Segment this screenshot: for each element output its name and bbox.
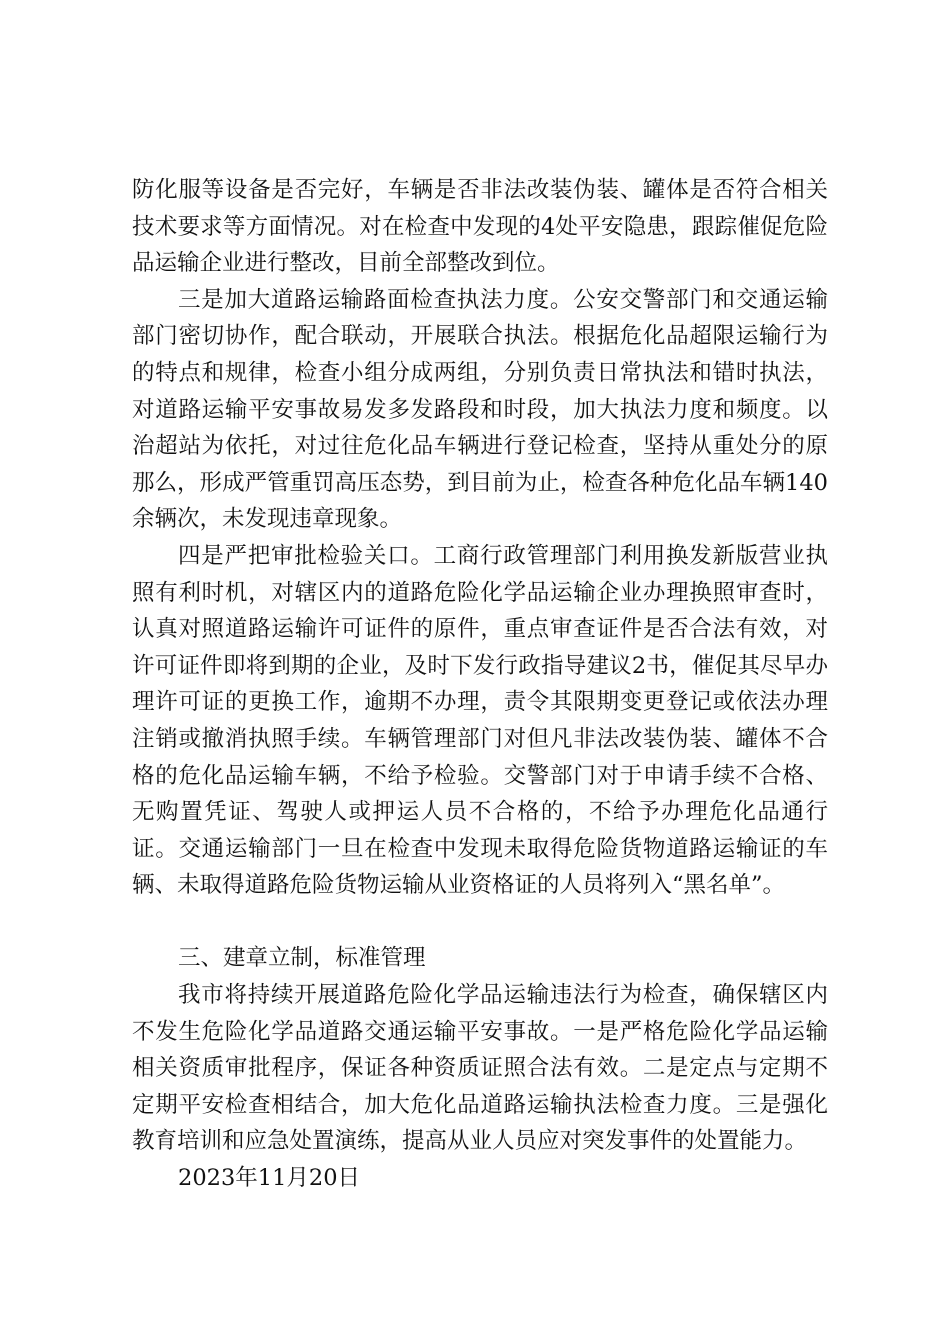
section-heading: 三、建章立制，标准管理 bbox=[178, 945, 426, 972]
document-date: 2023年11月20日 bbox=[178, 1165, 361, 1192]
paragraph-approval-inspection: 四是严把审批检验关口。工商行政管理部门利用换发新版营业执照有利时机，对辖区内的道路危险化学品运输企业办理换照审查时，认真对照道路运输许可证件的原件，重点审查证件是否合法有效，对许可证件即将到期的企业，及时下发行政指导建议2书，催促其尽早办理许可证的更换工作，逾期不办理，责令其限期变更登记或依法办理注销或撤消执照手续。车辆管理部门对但凡非法改装伪装、罐体不合格的危化品运输车辆，不给予检验。交警部门对于申请手续不合格、无购置凭证、驾驶人或押运人员不合格的，不给予办理危化品通行证。交通运输部门一旦在检查中发现未取得危险货物道路运输证的车辆、未取得道路危险货物运输从业资格证的人员将列入“黑名单”。 bbox=[132, 542, 828, 899]
paragraph-road-enforcement: 三是加大道路运输路面检查执法力度。公安交警部门和交通运输部门密切协作，配合联动，开展联合执法。根据危化品超限运输行为的特点和规律，检查小组分成两组，分别负责日常执法和错时执法，对道路运输平安事故易发多发路段和时段，加大执法力度和频度。以治超站为依托，对过往危化品车辆进行登记检查，坚持从重处分的原那么，形成严管重罚高压态势，到目前为止，检查各种危化品车辆140余辆次，未发现违章现象。 bbox=[132, 286, 828, 533]
document-body bbox=[132, 172, 828, 1197]
paragraph-section-body: 我市将持续开展道路危险化学品运输违法行为检查，确保辖区内不发生危险化学品道路交通运输平安事故。一是严格危险化学品运输相关资质审批程序，保证各种资质证照合法有效。二是定点与定期不定期平安检查相结合，加大危化品道路运输执法检查力度。三是强化教育培训和应急处置演练，提高从业人员应对突发事件的处置能力。 bbox=[132, 982, 828, 1155]
paragraph-continuation: 防化服等设备是否完好，车辆是否非法改装伪装、罐体是否符合相关技术要求等方面情况。对在检查中发现的4处平安隐患，跟踪催促危险品运输企业进行整改，目前全部整改到位。 bbox=[132, 177, 828, 277]
